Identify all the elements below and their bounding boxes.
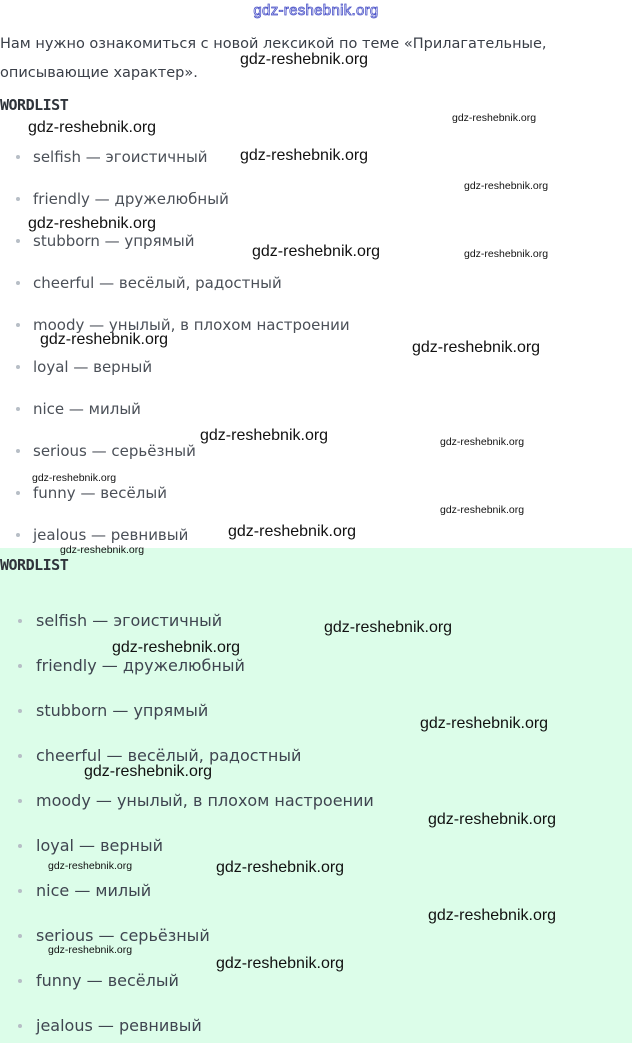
watermark: gdz-reshebnik.org	[440, 504, 525, 516]
bullet-icon	[18, 754, 22, 758]
intro-line-1: Нам нужно ознакомиться с новой лексикой по теме «Прилагательные,	[0, 36, 547, 52]
word-entry: nice — милый	[33, 400, 141, 418]
word-entry: serious — серьёзный	[33, 442, 196, 460]
watermark: gdz-reshebnik.org	[252, 243, 381, 260]
word-entry: serious — серьёзный	[36, 926, 210, 945]
watermark: gdz-reshebnik.org	[440, 436, 525, 448]
watermark: gdz-reshebnik.org	[464, 248, 549, 260]
word-entry: friendly — дружелюбный	[36, 656, 245, 675]
watermark: gdz-reshebnik.org	[428, 811, 557, 828]
watermark: gdz-reshebnik.org	[412, 339, 541, 356]
word-entry: selfish — эгоистичный	[36, 611, 223, 630]
intro-paragraph	[0, 30, 620, 88]
word-entry: funny — весёлый	[36, 971, 179, 990]
watermark: gdz-reshebnik.org	[84, 763, 213, 780]
watermark: gdz-reshebnik.org	[112, 639, 241, 656]
watermark: gdz-reshebnik.org	[464, 180, 549, 192]
bullet-icon	[18, 799, 22, 803]
watermark: gdz-reshebnik.org	[48, 860, 133, 872]
bullet-icon	[18, 889, 22, 893]
watermark: gdz-reshebnik.org	[28, 215, 157, 232]
watermark: gdz-reshebnik.org	[428, 907, 557, 924]
bullet-icon	[16, 323, 20, 327]
bullet-icon	[18, 844, 22, 848]
word-entry: jealous — ревнивый	[36, 1016, 202, 1035]
word-entry: loyal — верный	[36, 836, 164, 855]
bullet-icon	[18, 934, 22, 938]
watermark: gdz-reshebnik.org	[200, 427, 329, 444]
watermark: gdz-reshebnik.org	[228, 523, 357, 540]
wordlist-heading: WORDLIST	[0, 556, 69, 574]
bullet-icon	[18, 1024, 22, 1028]
bullet-icon	[16, 533, 20, 537]
bullet-icon	[18, 619, 22, 623]
word-entry: moody — унылый, в плохом настроении	[36, 791, 374, 810]
word-entry: cheerful — весёлый, радостный	[33, 274, 282, 292]
bullet-icon	[16, 491, 20, 495]
word-entry: selfish — эгоистичный	[33, 148, 208, 166]
intro-line-2: описывающие характер».	[0, 65, 198, 81]
word-entry: loyal — верный	[33, 358, 153, 376]
bullet-icon	[16, 197, 20, 201]
site-header-logo[interactable]: gdz-reshebnik.org	[253, 2, 379, 19]
wordlist-heading: WORDLIST	[0, 96, 69, 114]
watermark: gdz-reshebnik.org	[240, 147, 369, 164]
watermark: gdz-reshebnik.org	[240, 51, 369, 68]
watermark: gdz-reshebnik.org	[324, 619, 453, 636]
bullet-icon	[18, 664, 22, 668]
bullet-icon	[16, 155, 20, 159]
watermark: gdz-reshebnik.org	[420, 715, 549, 732]
word-entry: funny — весёлый	[33, 484, 167, 502]
word-entry: nice — милый	[36, 881, 152, 900]
watermark: gdz-reshebnik.org	[216, 955, 345, 972]
word-entry: jealous — ревнивый	[33, 526, 189, 544]
watermark: gdz-reshebnik.org	[40, 331, 169, 348]
word-entry: cheerful — весёлый, радостный	[36, 746, 302, 765]
bullet-icon	[16, 281, 20, 285]
watermark: gdz-reshebnik.org	[452, 112, 537, 124]
watermark: gdz-reshebnik.org	[32, 472, 117, 484]
word-entry: stubborn — упрямый	[33, 232, 195, 250]
watermark: gdz-reshebnik.org	[216, 859, 345, 876]
bullet-icon	[16, 365, 20, 369]
bullet-icon	[16, 239, 20, 243]
watermark: gdz-reshebnik.org	[48, 944, 133, 956]
bullet-icon	[18, 709, 22, 713]
bullet-icon	[16, 449, 20, 453]
word-entry: moody — унылый, в плохом настроении	[33, 316, 350, 334]
watermark: gdz-reshebnik.org	[28, 119, 157, 136]
bullet-icon	[18, 979, 22, 983]
watermark: gdz-reshebnik.org	[60, 544, 145, 556]
word-entry: stubborn — упрямый	[36, 701, 209, 720]
bullet-icon	[16, 407, 20, 411]
wordlist-highlighted-section	[0, 548, 632, 1043]
word-entry: friendly — дружелюбный	[33, 190, 229, 208]
